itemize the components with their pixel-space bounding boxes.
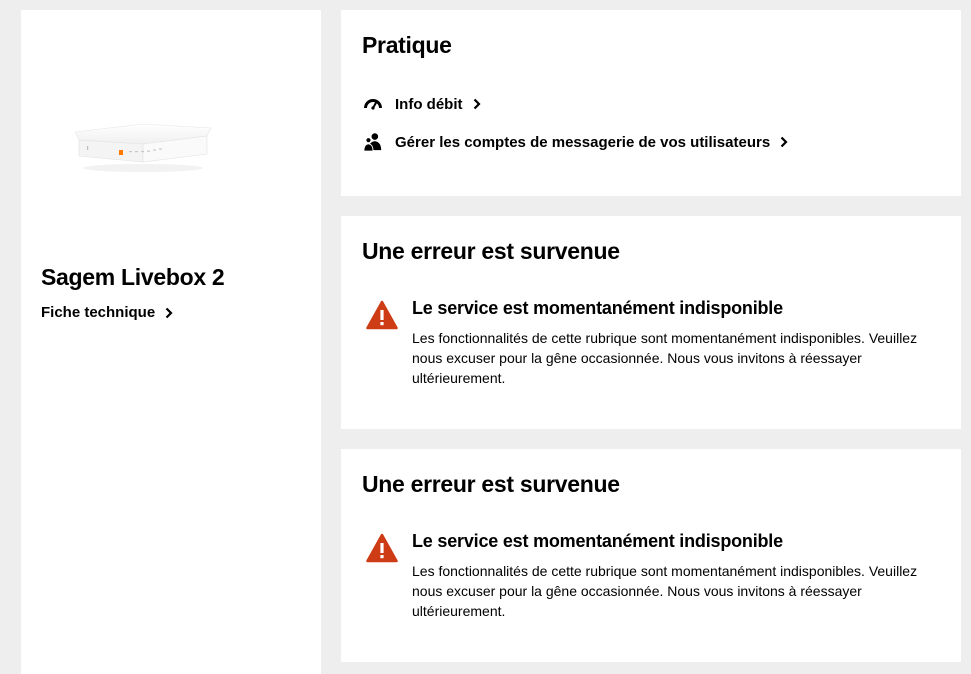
- error-card: [341, 216, 961, 429]
- users-icon: [363, 132, 383, 152]
- livebox-device-image: [73, 110, 213, 180]
- pratique-card: [341, 10, 961, 196]
- error-message: Les fonctionnalités de cette rubrique sont momentanément indisponibles. Veuillez nous excuser pour la gêne occasionnée. Nous vous invitons à réessayer ultérieurement.: [412, 330, 918, 386]
- warning-icon: [366, 300, 398, 330]
- error-subtitle: Le service est momentanément indisponible: [412, 298, 783, 318]
- pratique-title: Pratique: [362, 32, 452, 58]
- error-title: Une erreur est survenue: [362, 471, 620, 497]
- chevron-right-icon: [163, 307, 175, 319]
- device-card: [21, 10, 321, 674]
- error-subtitle: Le service est momentanément indisponible: [412, 531, 783, 551]
- chevron-right-icon: [778, 136, 790, 148]
- error-card: [341, 449, 961, 662]
- datasheet-link[interactable]: [41, 304, 175, 321]
- datasheet-link-label: Fiche technique: [41, 304, 156, 321]
- error-title: Une erreur est survenue: [362, 238, 620, 264]
- manage-mail-accounts-link[interactable]: [363, 132, 790, 152]
- error-message: Les fonctionnalités de cette rubrique sont momentanément indisponibles. Veuillez nous excuser pour la gêne occasionnée. Nous vous invitons à réessayer ultérieurement.: [412, 563, 918, 619]
- device-name: Sagem Livebox 2: [41, 264, 225, 290]
- warning-icon: [366, 533, 398, 563]
- chevron-right-icon: [471, 98, 483, 110]
- speedometer-icon: [363, 94, 383, 114]
- info-debit-label: Info débit: [395, 95, 463, 113]
- manage-mail-accounts-label: Gérer les comptes de messagerie de vos utilisateurs: [395, 133, 771, 151]
- info-debit-link[interactable]: [363, 94, 483, 114]
